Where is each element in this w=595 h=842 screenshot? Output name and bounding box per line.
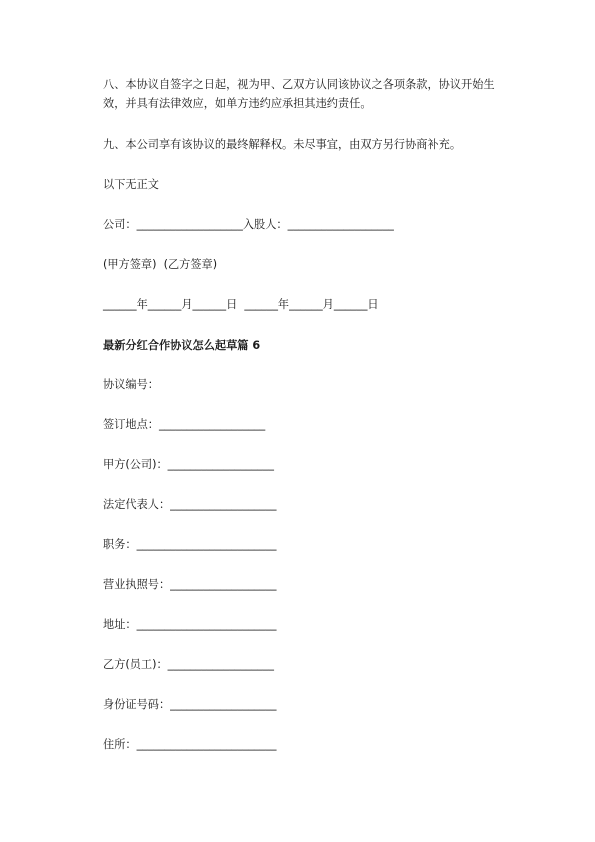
field-party-b: 乙方(员工)：___________________ <box>103 658 274 671</box>
field-address: 地址：_________________________ <box>103 618 277 631</box>
field-legal-representative: 法定代表人：___________________ <box>103 498 277 511</box>
field-business-license: 营业执照号：___________________ <box>103 578 277 591</box>
company-shareholder-line: 公司：___________________入股人：___________________ <box>103 218 394 231</box>
signature-line: (甲方签章) (乙方签章) <box>103 258 218 271</box>
clause-9: 九、本公司享有该协议的最终解释权。未尽事宜，由双方另行协商补充。 <box>103 138 462 151</box>
field-party-a: 甲方(公司)：___________________ <box>103 458 274 471</box>
clause-8-line-2: 效，并具有法律效应，如单方违约应承担其违约责任。 <box>103 97 372 110</box>
section-title: 最新分红合作协议怎么起草篇 6 <box>103 339 261 352</box>
field-position: 职务：_________________________ <box>103 538 277 551</box>
clause-8-line-1: 八、本协议自签字之日起，视为甲、乙双方认同该协议之各项条款，协议开始生 <box>103 78 495 91</box>
field-residence: 住所：_________________________ <box>103 738 277 751</box>
field-signing-location: 签订地点：___________________ <box>103 418 266 431</box>
field-agreement-number: 协议编号： <box>103 378 159 391</box>
date-line: ______年______月______日 ______年______月______日 <box>103 298 379 311</box>
no-more-text-note: 以下无正文 <box>103 178 159 191</box>
field-id-number: 身份证号码：___________________ <box>103 698 277 711</box>
